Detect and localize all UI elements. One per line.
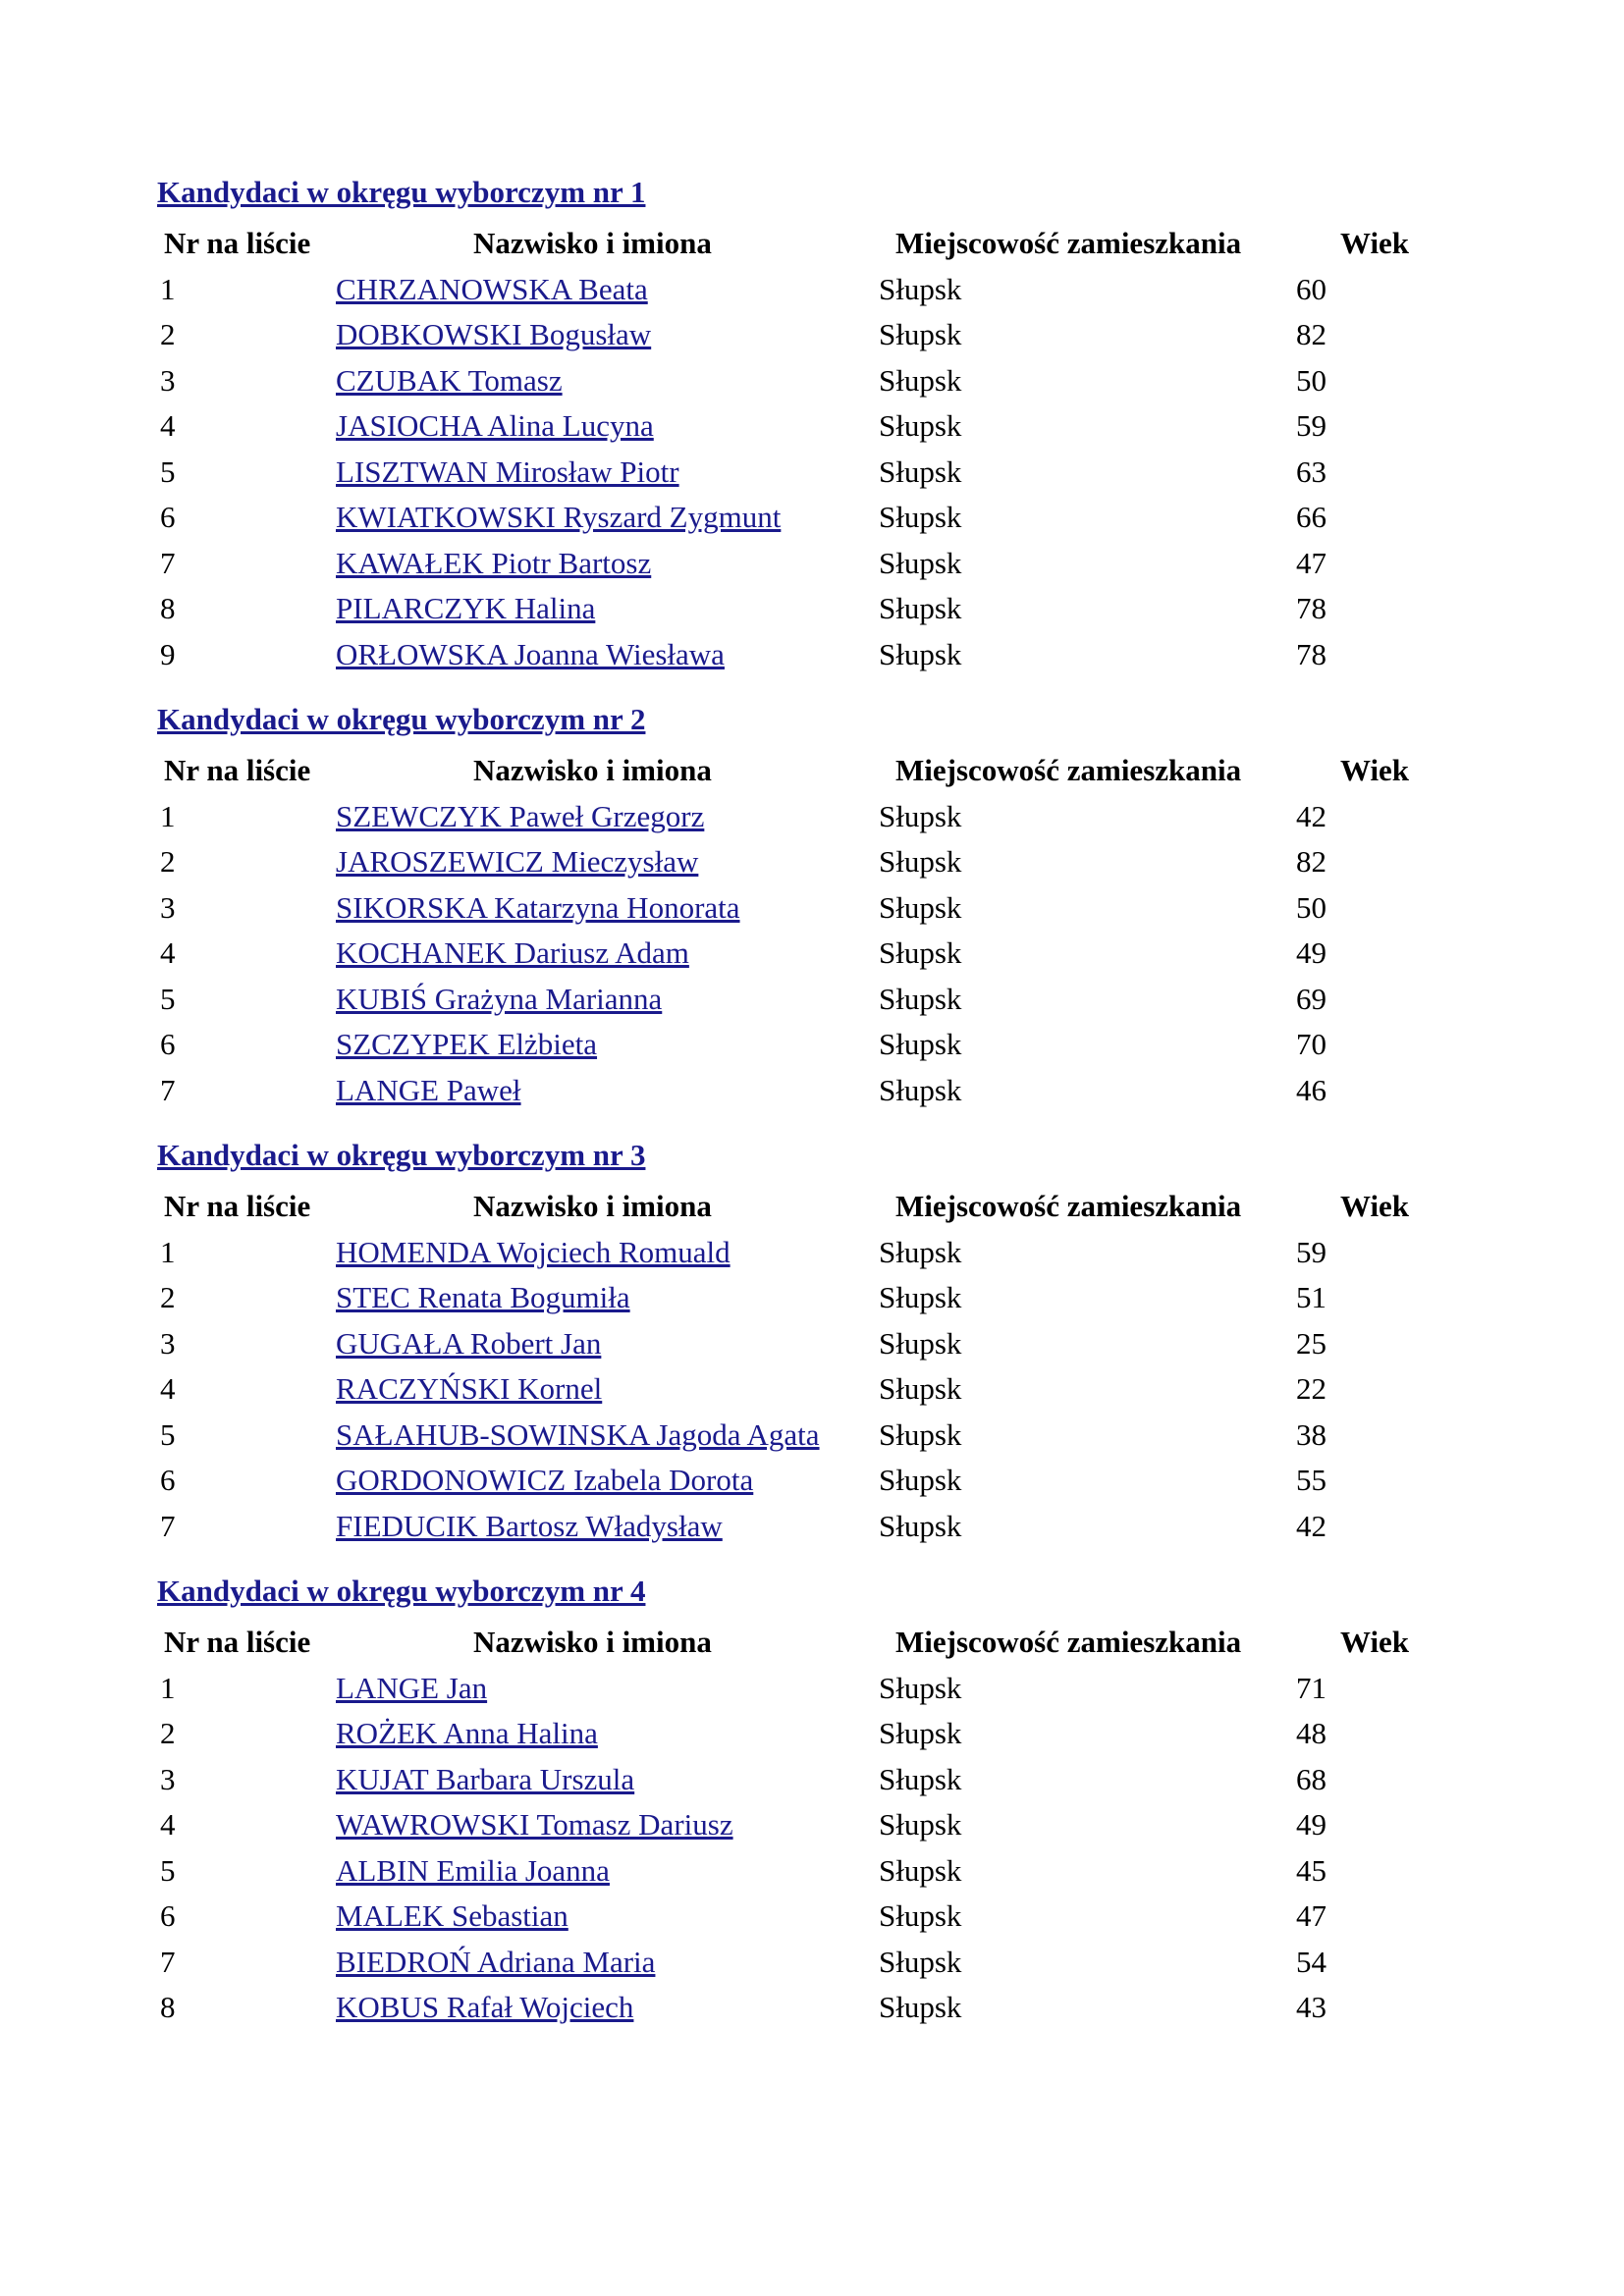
candidate-age: 49 <box>1296 1807 1326 1842</box>
candidate-age: 22 <box>1296 1371 1326 1406</box>
candidate-age: 50 <box>1296 362 1326 398</box>
table-row <box>157 1943 1434 1989</box>
list-number: 6 <box>160 500 176 534</box>
candidate-name-link[interactable]: HOMENDA Wojciech Romuald <box>336 1234 731 1269</box>
candidate-name-link[interactable]: ORŁOWSKA Joanna Wiesława <box>336 636 725 671</box>
candidate-name-link[interactable]: SIKORSKA Katarzyna Honorata <box>336 889 740 925</box>
table-row <box>157 1714 1434 1760</box>
list-number: 8 <box>160 1990 176 2024</box>
candidate-age: 55 <box>1296 1463 1326 1497</box>
candidate-name-link[interactable]: KAWAŁEK Piotr Bartosz <box>336 545 652 580</box>
list-number: 6 <box>160 1027 176 1061</box>
candidate-name-link[interactable]: GORDONOWICZ Izabela Dorota <box>336 1463 754 1497</box>
candidate-age: 82 <box>1296 317 1326 351</box>
candidate-city: Słupsk <box>879 408 962 443</box>
list-number: 7 <box>160 1508 176 1543</box>
candidate-age: 49 <box>1296 935 1326 970</box>
candidate-name-link[interactable]: MALEK Sebastian <box>336 1898 568 1933</box>
candidate-city: Słupsk <box>879 1463 962 1497</box>
list-number: 5 <box>160 981 176 1016</box>
candidate-name-link[interactable]: LISZTWAN Mirosław Piotr <box>336 454 679 489</box>
list-number: 2 <box>160 1280 176 1314</box>
list-number: 1 <box>160 798 176 833</box>
candidate-name-link[interactable]: SZCZYPEK Elżbieta <box>336 1027 598 1061</box>
candidate-table <box>157 751 1434 1116</box>
candidate-city: Słupsk <box>879 1234 962 1269</box>
candidate-age: 47 <box>1296 1898 1326 1933</box>
table-row <box>157 1461 1434 1507</box>
list-number: 5 <box>160 1416 176 1452</box>
list-number: 3 <box>160 1761 176 1796</box>
header-nr: Nr na liście <box>164 753 311 787</box>
candidate-age: 48 <box>1296 1716 1326 1750</box>
table-row <box>157 1278 1434 1324</box>
candidate-name-link[interactable]: JASIOCHA Alina Lucyna <box>336 408 654 443</box>
candidate-name-link[interactable]: GUGAŁA Robert Jan <box>336 1325 602 1361</box>
header-nr: Nr na liście <box>164 226 311 260</box>
candidate-city: Słupsk <box>879 981 962 1016</box>
list-number: 3 <box>160 362 176 398</box>
candidate-age: 42 <box>1296 1508 1326 1543</box>
candidate-city: Słupsk <box>879 889 962 925</box>
district-title-link[interactable]: Kandydaci w okręgu wyborczym nr 2 <box>157 702 646 736</box>
table-row <box>157 498 1434 544</box>
header-nr: Nr na liście <box>164 1625 311 1659</box>
table-row <box>157 544 1434 590</box>
table-row <box>157 589 1434 635</box>
candidate-name-link[interactable]: KUBIŚ Grażyna Marianna <box>336 981 663 1016</box>
candidate-city: Słupsk <box>879 317 962 351</box>
table-row <box>157 453 1434 499</box>
candidate-name-link[interactable]: LANGE Paweł <box>336 1072 521 1107</box>
candidate-name-link[interactable]: SAŁAHUB-SOWINSKA Jagoda Agata <box>336 1416 820 1452</box>
district-title-link[interactable]: Kandydaci w okręgu wyborczym nr 3 <box>157 1138 646 1172</box>
candidate-age: 47 <box>1296 545 1326 580</box>
list-number: 3 <box>160 1325 176 1361</box>
table-row <box>157 1851 1434 1897</box>
candidate-name-link[interactable]: CZUBAK Tomasz <box>336 362 563 398</box>
candidate-age: 45 <box>1296 1852 1326 1888</box>
table-header-row <box>157 1623 1434 1669</box>
candidate-city: Słupsk <box>879 1898 962 1933</box>
candidate-table <box>157 1187 1434 1552</box>
candidate-city: Słupsk <box>879 1325 962 1361</box>
list-number: 5 <box>160 454 176 489</box>
candidate-city: Słupsk <box>879 500 962 534</box>
table-row <box>157 797 1434 843</box>
candidate-city: Słupsk <box>879 1761 962 1796</box>
header-city: Miejscowość zamieszkania <box>895 1625 1242 1659</box>
table-row <box>157 1988 1434 2034</box>
candidate-table <box>157 224 1434 680</box>
candidate-name-link[interactable]: KOCHANEK Dariusz Adam <box>336 935 689 970</box>
header-age: Wiek <box>1340 226 1410 260</box>
candidate-city: Słupsk <box>879 1716 962 1750</box>
candidate-age: 82 <box>1296 844 1326 879</box>
table-row <box>157 1805 1434 1851</box>
candidate-age: 60 <box>1296 271 1326 306</box>
candidate-city: Słupsk <box>879 1280 962 1314</box>
table-row <box>157 1324 1434 1370</box>
candidate-table <box>157 1623 1434 2034</box>
table-row <box>157 934 1434 980</box>
candidate-age: 71 <box>1296 1670 1326 1705</box>
candidate-age: 63 <box>1296 454 1326 489</box>
candidate-city: Słupsk <box>879 1072 962 1107</box>
table-header-row <box>157 224 1434 270</box>
candidate-age: 69 <box>1296 981 1326 1016</box>
list-number: 7 <box>160 545 176 580</box>
table-row <box>157 315 1434 361</box>
candidate-city: Słupsk <box>879 1027 962 1061</box>
table-row <box>157 888 1434 934</box>
table-row <box>157 1369 1434 1415</box>
candidate-age: 78 <box>1296 636 1326 671</box>
candidate-age: 70 <box>1296 1027 1326 1061</box>
header-city: Miejscowość zamieszkania <box>895 226 1242 260</box>
candidate-name-link[interactable]: LANGE Jan <box>336 1670 488 1705</box>
table-row <box>157 1233 1434 1279</box>
header-nr: Nr na liście <box>164 1189 311 1223</box>
list-number: 4 <box>160 408 176 443</box>
candidate-name-link[interactable]: KOBUS Rafał Wojciech <box>336 1990 634 2024</box>
table-row <box>157 406 1434 453</box>
candidate-age: 66 <box>1296 500 1326 534</box>
candidate-city: Słupsk <box>879 935 962 970</box>
candidate-name-link[interactable]: FIEDUCIK Bartosz Władysław <box>336 1508 723 1543</box>
table-row <box>157 1669 1434 1715</box>
candidate-name-link[interactable]: DOBKOWSKI Bogusław <box>336 317 652 351</box>
header-age: Wiek <box>1340 1189 1410 1223</box>
candidate-name-link[interactable]: ALBIN Emilia Joanna <box>336 1852 610 1888</box>
table-row <box>157 1071 1434 1117</box>
list-number: 8 <box>160 591 176 625</box>
candidate-name-link[interactable]: PILARCZYK Halina <box>336 591 596 625</box>
list-number: 1 <box>160 1234 176 1269</box>
candidate-name-link[interactable]: JAROSZEWICZ Mieczysław <box>336 844 699 879</box>
candidate-city: Słupsk <box>879 545 962 580</box>
candidate-age: 54 <box>1296 1944 1326 1979</box>
candidate-city: Słupsk <box>879 1508 962 1543</box>
candidate-age: 43 <box>1296 1990 1326 2024</box>
header-city: Miejscowość zamieszkania <box>895 1189 1242 1223</box>
table-row <box>157 980 1434 1026</box>
candidate-age: 59 <box>1296 408 1326 443</box>
table-row <box>157 635 1434 681</box>
candidate-city: Słupsk <box>879 591 962 625</box>
candidate-city: Słupsk <box>879 1670 962 1705</box>
candidate-city: Słupsk <box>879 844 962 879</box>
candidate-age: 59 <box>1296 1234 1326 1269</box>
candidate-age: 78 <box>1296 591 1326 625</box>
list-number: 3 <box>160 889 176 925</box>
list-number: 4 <box>160 1807 176 1842</box>
table-row <box>157 1896 1434 1943</box>
candidate-age: 68 <box>1296 1761 1326 1796</box>
table-row <box>157 1025 1434 1071</box>
candidate-city: Słupsk <box>879 636 962 671</box>
list-number: 2 <box>160 1716 176 1750</box>
list-number: 4 <box>160 935 176 970</box>
table-header-row <box>157 751 1434 797</box>
candidate-age: 50 <box>1296 889 1326 925</box>
list-number: 2 <box>160 844 176 879</box>
candidate-age: 38 <box>1296 1416 1326 1452</box>
candidate-name-link[interactable]: KWIATKOWSKI Ryszard Zygmunt <box>336 500 782 534</box>
list-number: 7 <box>160 1072 176 1107</box>
candidate-city: Słupsk <box>879 362 962 398</box>
candidate-city: Słupsk <box>879 1807 962 1842</box>
list-number: 1 <box>160 271 176 306</box>
candidate-name-link[interactable]: SZEWCZYK Paweł Grzegorz <box>336 798 705 833</box>
candidate-city: Słupsk <box>879 1416 962 1452</box>
list-number: 2 <box>160 317 176 351</box>
header-name: Nazwisko i imiona <box>473 1625 712 1659</box>
table-row <box>157 842 1434 888</box>
candidate-name-link[interactable]: STEC Renata Bogumiła <box>336 1280 630 1314</box>
candidate-name-link[interactable]: KUJAT Barbara Urszula <box>336 1761 635 1796</box>
district-title-link[interactable]: Kandydaci w okręgu wyborczym nr 1 <box>157 175 646 209</box>
table-row <box>157 270 1434 316</box>
candidate-age: 51 <box>1296 1280 1326 1314</box>
list-number: 4 <box>160 1371 176 1406</box>
table-row <box>157 1415 1434 1462</box>
candidate-city: Słupsk <box>879 1371 962 1406</box>
list-number: 9 <box>160 636 176 671</box>
candidate-name-link[interactable]: CHRZANOWSKA Beata <box>336 271 648 306</box>
candidate-city: Słupsk <box>879 1852 962 1888</box>
candidate-city: Słupsk <box>879 1944 962 1979</box>
candidate-name-link[interactable]: BIEDROŃ Adriana Maria <box>336 1944 656 1979</box>
list-number: 5 <box>160 1852 176 1888</box>
table-row <box>157 1760 1434 1806</box>
candidate-city: Słupsk <box>879 798 962 833</box>
candidate-city: Słupsk <box>879 1990 962 2024</box>
candidate-city: Słupsk <box>879 454 962 489</box>
district-title-link[interactable]: Kandydaci w okręgu wyborczym nr 4 <box>157 1574 646 1608</box>
candidate-name-link[interactable]: ROŻEK Anna Halina <box>336 1716 598 1750</box>
candidate-age: 42 <box>1296 798 1326 833</box>
header-name: Nazwisko i imiona <box>473 226 712 260</box>
list-number: 6 <box>160 1463 176 1497</box>
list-number: 7 <box>160 1944 176 1979</box>
header-age: Wiek <box>1340 753 1410 787</box>
header-name: Nazwisko i imiona <box>473 753 712 787</box>
list-number: 1 <box>160 1670 176 1705</box>
candidate-name-link[interactable]: WAWROWSKI Tomasz Dariusz <box>336 1807 733 1842</box>
table-row <box>157 361 1434 407</box>
candidate-city: Słupsk <box>879 271 962 306</box>
candidate-age: 46 <box>1296 1072 1326 1107</box>
header-city: Miejscowość zamieszkania <box>895 753 1242 787</box>
header-age: Wiek <box>1340 1625 1410 1659</box>
candidate-age: 25 <box>1296 1325 1326 1361</box>
list-number: 6 <box>160 1898 176 1933</box>
table-header-row <box>157 1187 1434 1233</box>
candidate-name-link[interactable]: RACZYŃSKI Kornel <box>336 1371 603 1406</box>
header-name: Nazwisko i imiona <box>473 1189 712 1223</box>
table-row <box>157 1507 1434 1553</box>
